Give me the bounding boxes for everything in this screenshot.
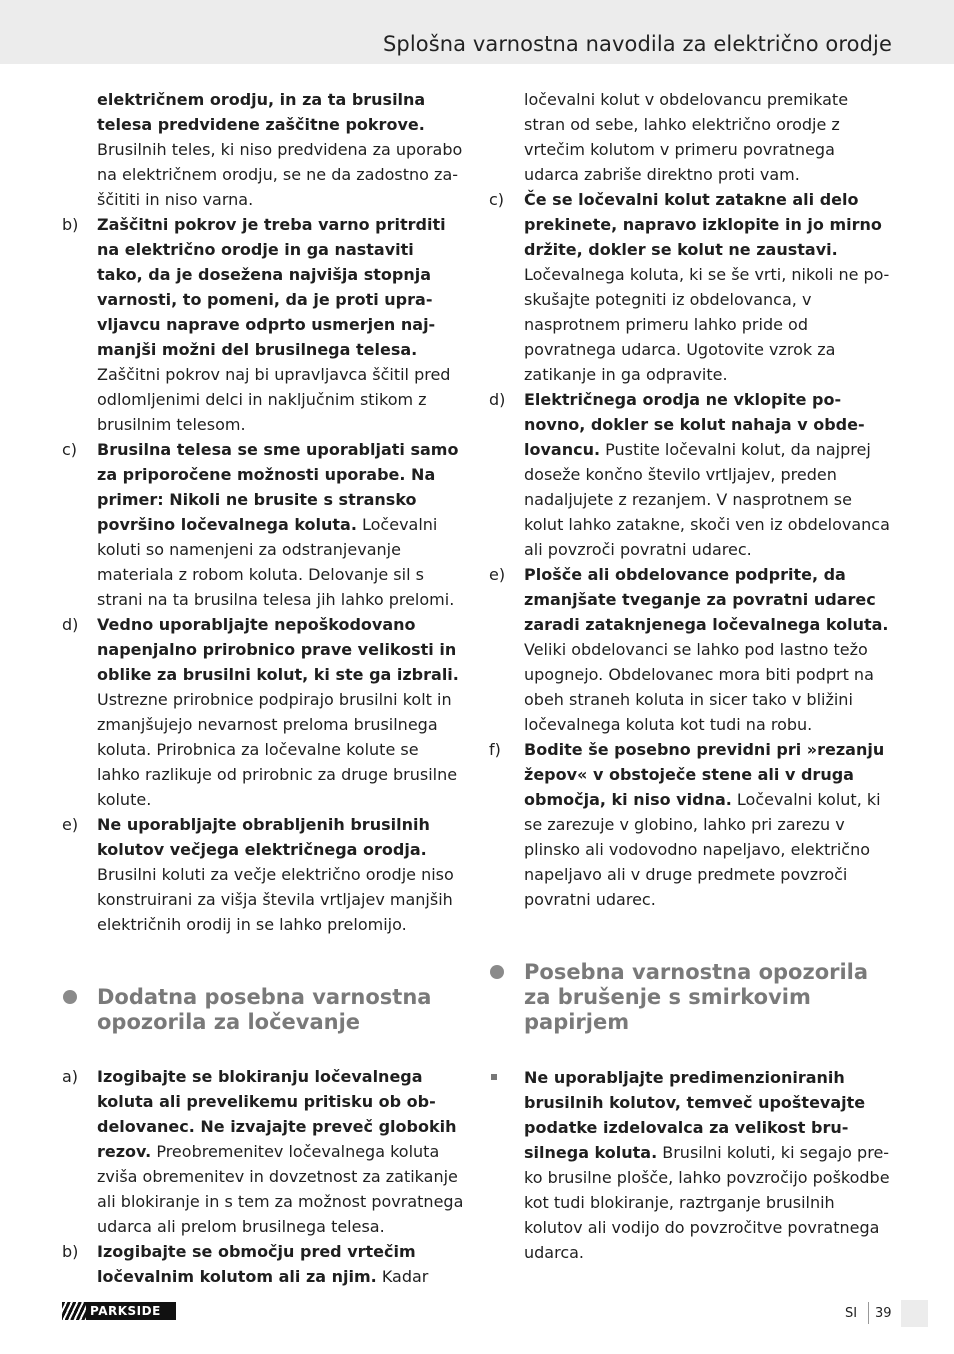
list-item	[62, 87, 464, 212]
page-header	[0, 0, 954, 64]
item-marker: c)	[62, 440, 78, 459]
item-bold-text: Izogibajte se blokiranju ločevalnega koluta ali prevelikemu pritisku ob obdelovanec. Ne izvajajte prevеč globokih rezov.	[97, 1067, 457, 1161]
item-marker: e)	[62, 815, 79, 834]
list-item	[489, 387, 891, 562]
item-bold-text: Če se ločevalni kolut zatakne ali delo prekinete, napravo izklopite in jo mirno držite, dokler se kolut ne zaustavi.	[524, 190, 882, 259]
item-text: Veliki obdelovanci se lahko pod lastno težo upognejo. Obdelovanec mora biti podprt na obeh straneh koluta in sicer tako v bližini ločevalnega koluta kot tudi na robu.	[524, 640, 874, 734]
square-bullet-icon	[491, 1074, 497, 1080]
list-item	[62, 1239, 464, 1289]
item-marker: b)	[62, 215, 79, 234]
page-title: Splošna varnostna navodila za električno orodje	[382, 32, 892, 56]
logo-stripes-icon	[62, 1302, 86, 1320]
item-text: ločevalni kolut v obdelovancu premikate stran od sebe, lahko električno orodje z vrtečim kolutom v primeru povratnega udarca zabriše direktno proti vam.	[524, 90, 849, 184]
item-bold-text: Električnega orodja ne vklopite ponovno, dokler se kolut nahaja v obdelovancu.	[524, 390, 865, 459]
brand-name: PARKSIDE	[90, 1304, 161, 1318]
footer-tab	[901, 1300, 928, 1327]
item-text: Ločevalnega koluta, ki se še vrti, nikoli ne poskušajte potegniti iz obdelovanca, v nasprotnem primeru lahko pride od povratnega udarca. Ugotovite vzrok za zatikanje in ga odpravite.	[524, 265, 890, 384]
bullet-icon	[490, 965, 504, 979]
item-text: Brusilnih teles, ki niso predvidena za uporabo na električnem orodju, se ne da zadostno zaščititi in niso varna.	[97, 140, 463, 209]
section-title: Posebna varnostna opozorila za brušenje s smirkovim papirjem	[524, 960, 869, 1034]
right-column	[489, 87, 891, 1265]
item-bold-text: Bodite še posebno previdni pri »rezanju žepov« v obstoječe stene ali v druga območja, ki niso vidna.	[524, 740, 885, 809]
item-bold-text: Izogibajte se območju pred vrtečim ločevalnim kolutom ali za njim.	[97, 1242, 416, 1286]
left-column	[62, 87, 464, 1289]
list-item	[62, 612, 464, 812]
item-marker: c)	[489, 190, 505, 209]
item-marker: b)	[62, 1242, 79, 1261]
item-bold-text: Ne uporabljajte obrabljenih brusilnih kolutov večjega električnega orodja.	[97, 815, 430, 859]
item-bold-text: Vedno uporabljajte nepoškodovano napenjalno prirobnico prave velikosti in oblike za brusilni kolut, ki ste ga izbrali.	[97, 615, 459, 684]
list-item	[489, 87, 891, 187]
footer-divider	[868, 1302, 869, 1324]
item-marker: a)	[62, 1067, 79, 1086]
list-item	[62, 212, 464, 437]
bullet-icon	[63, 990, 77, 1004]
item-bold-text: Ne uporabljajte predimenzioniranih brusilnih kolutov, temveč upoštevajte podatke izdelovalca za velikost brusilnega koluta.	[524, 1068, 866, 1162]
section-heading	[62, 985, 464, 1035]
list-item	[489, 562, 891, 737]
item-text: Ločevalni koluti so namenjeni za odstranjevanje materiala z robom koluta. Delovanje sil s strani na ta brusilna telesa jih lahko prelomi.	[97, 515, 455, 609]
item-text: Ločevalni kolut, ki se zarezuje v globino, lahko pri zarezu v plinsko ali vodovodno napeljavo, električno napeljavo ali v druge predmete povzroči povratni udarec.	[524, 790, 881, 909]
item-text: Kadar	[376, 1267, 429, 1286]
item-marker: d)	[489, 390, 506, 409]
item-bold-text: Plošče ali obdelovance podprite, da zmanjšate tveganje za povratni udarec zaradi zataknjenega ločevalnega koluta.	[524, 565, 889, 634]
item-text: Brusilni koluti, ki segajo preko brusilne plošče, lahko povzročijo poškodbe kot tudi blokiranje, raztrganje brusilnih kolutov ali vodijo do povzročitve povratnega udarca.	[524, 1143, 890, 1262]
list-item	[489, 1065, 891, 1265]
item-marker: f)	[489, 740, 501, 759]
item-bold-text: Zaščitni pokrov je treba varno pritrditi na električno orodje in ga nastaviti tako, da je dosežena najvišja stopnja varnosti, to pomeni, da je proti upravljavcu naprave odprto usmerjen najmanjši možni del brusilnega telesa.	[97, 215, 446, 359]
list-item	[62, 812, 464, 937]
item-marker: d)	[62, 615, 79, 634]
item-text: Brusilni koluti za večje električno orodje niso konstruirani za višja števila vrtljajev manjših električnih orodij in se lahko prelomijo.	[97, 865, 454, 934]
list-item	[62, 1064, 464, 1239]
brand-logo	[62, 1302, 176, 1320]
list-item	[489, 187, 891, 387]
item-text: Pustite ločevalni kolut, da najprej doseže končno število vrtljajev, preden nadaljujete z rezanjem. V nasprotnem se kolut lahko zatakne, skoči ven iz obdelovanca ali povzroči povratni udarec.	[524, 440, 890, 559]
item-bold-text: Brusilna telesa se sme uporabljati samo za priporočene možnosti uporabe. Na primer: Nikoli ne brusite s stransko površino ločevalnega koluta.	[97, 440, 459, 534]
item-marker: e)	[489, 565, 506, 584]
language-code: SI	[845, 1306, 858, 1321]
page-number: 39	[875, 1306, 892, 1321]
item-bold-text: električnem orodju, in za ta brusilna telesa predvidene zaščitne pokrove.	[97, 90, 426, 134]
section-title: Dodatna posebna varnostna opozorila za ločevanje	[97, 985, 432, 1034]
item-text: Zaščitni pokrov naj bi upravljavca ščitil pred odlomljenimi delci in naključnim stikom z brusilnim telesom.	[97, 365, 451, 434]
list-item	[62, 437, 464, 612]
list-item	[489, 737, 891, 912]
item-text: Ustrezne prirobnice podpirajo brusilni kolt in zmanjšujejo nevarnost preloma brusilnega koluta. Prirobnica za ločevalne kolute se lahko razlikuje od prirobnic za druge brusilne kolute.	[97, 690, 458, 809]
item-text: Preobremenitev ločevalnega koluta zviša obremenitev in dovzetnost za zatikanje ali blokiranje in s tem za možnost povratnega udarca ali prelom brusilnega telesa.	[97, 1142, 464, 1236]
section-heading	[489, 960, 891, 1035]
